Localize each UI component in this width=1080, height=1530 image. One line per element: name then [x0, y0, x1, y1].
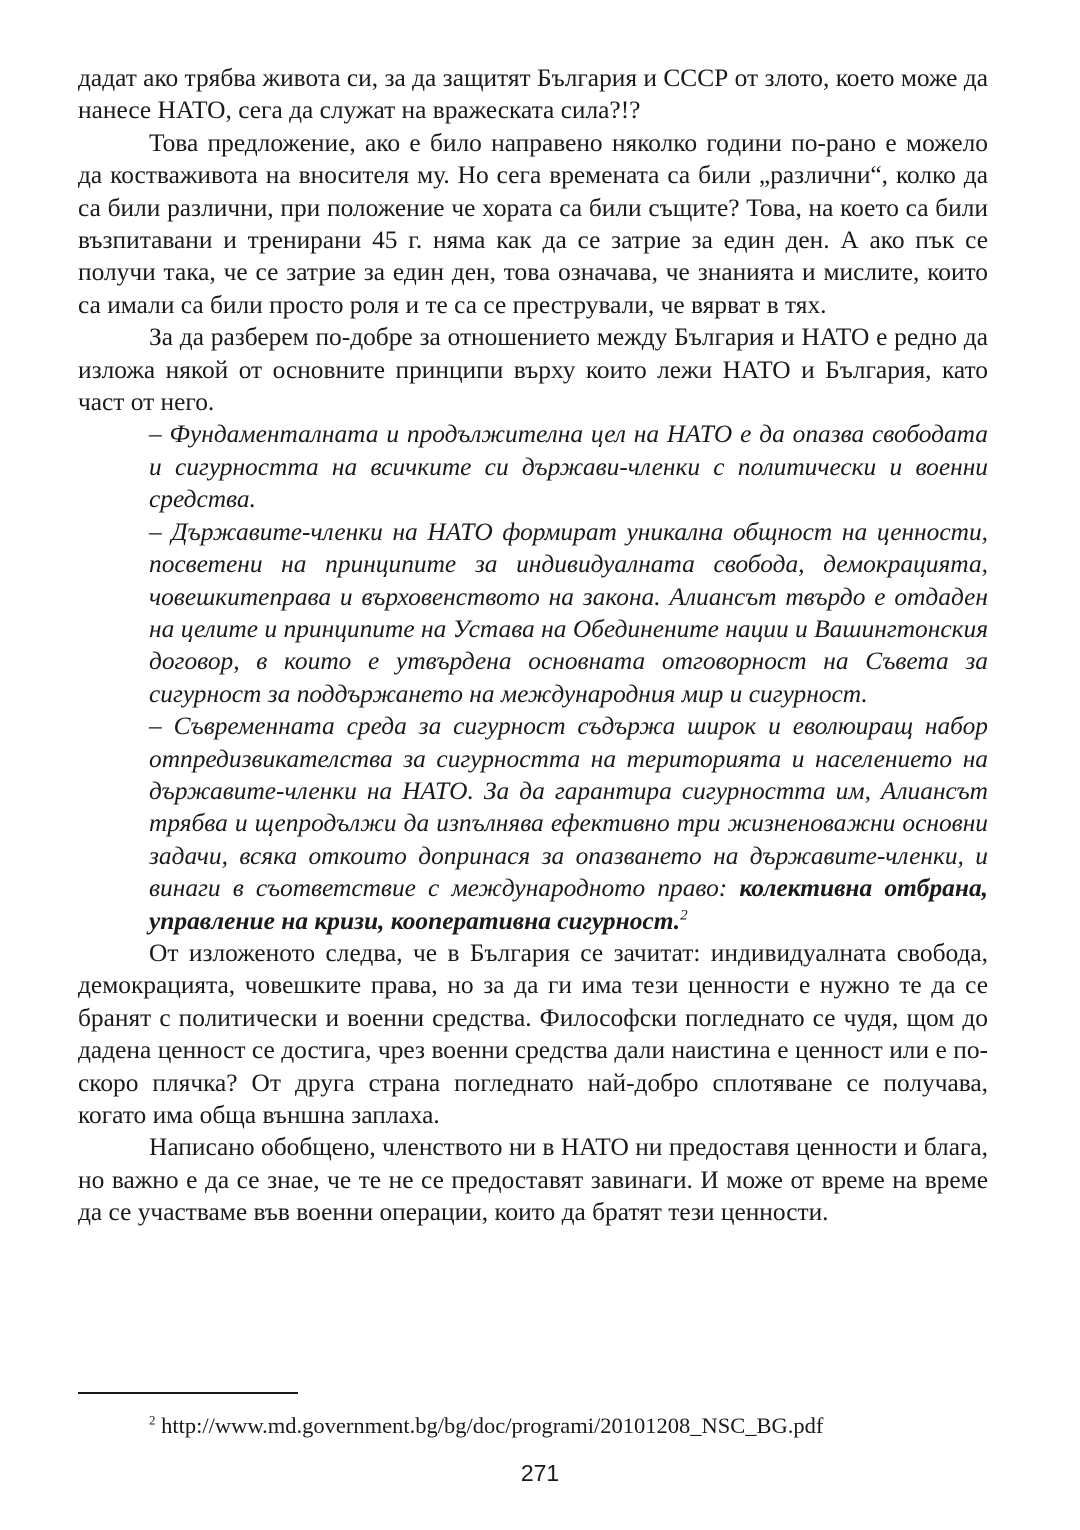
paragraph-conclusion: От изложеното следва, че в България се зачитат: индивидуалната свобода, демокрацията, човешките права, но за да ги има тези ценности е нужно те да се бранят с политически и военни средства. Философски погледнато се чудя, щом до дадена ценност се достига, чрез военни средства дали наистина е ценност или е по-скоро плячка? От друга страна погледнато най-добро сплотяване се получава, когато има обща външна заплаха. — [78, 938, 988, 1129]
quote-security-text: – Съвременната среда за сигурност съдържа широк и еволюиращ набор отпредизвикателства за сигурността на територията и населението на държавите-членки на НАТО. За да гарантира сигурността им, Алиансът трябва и щепродължи да изпълнява ефективно три жизненоважни основни задачи, всяка откоито допринася за опазването на държавите-членки, и винаги в съответствие с международното право: — [149, 712, 988, 903]
footnote-number: 2 — [149, 1412, 156, 1428]
footnote-separator — [78, 1392, 298, 1394]
paragraph-nato-intro: За да разберем по-добре за отношението между България и НАТО е редно да изложа някой от основните принципи върху които лежи НАТО и България, като част от него. — [78, 323, 988, 417]
paragraph-proposal: Това предложение, ако е било направено няколко години по-рано е можело да костваживота на вносителя му. Но сега времената са били „различни“, колко да са били различни, при положение че хората са били същите? Това, на което са били възпитавани и тренирани 45 г. няма как да се затрие за един ден. А ако пък се получи така, че се затрие за един ден, това означава, че знанията и мислите, които са имали са били просто роля и те са се престрували, че вярват в тях. — [78, 128, 988, 319]
quote-core-tasks: колективна отбрана, управление на кризи, кооперативна сигурност. — [149, 874, 988, 935]
page-body — [78, 62, 988, 1229]
footnote-link[interactable]: http://www.md.government.bg/bg/doc/programi/20101208_NSC_BG.pdf — [155, 1413, 824, 1438]
page-number: 271 — [520, 1460, 560, 1486]
quote-fundamental-goal: – Фундаменталната и продължителна цел на НАТО е да опазва свободата и сигурността на всичките си държави-членки с политически и военни средства. — [149, 420, 988, 514]
quote-security-environment — [149, 710, 988, 937]
footnote — [149, 1412, 1009, 1440]
paragraph-summary: Написано обобщено, членството ни в НАТО ни предоставя ценности и блага, но важно е да се знае, че те не се предоставят завинаги. И може от време на време да се участваме във военни операции, които да братят тези ценности. — [78, 1133, 988, 1227]
quote-community-values: – Държавите-членки на НАТО формират уникална общност на ценности, посветени на принципите за индивидуалната свобода, демокрацията, човешкитеправа и върховенството на закона. Алиансът твърдо е отдаден на целите и принципите на Устава на Обединените нации и Вашингтонския договор, в които е утвърдена основната отговорност на Съвета за сигурност за поддържането на международния мир и сигурност. — [149, 517, 988, 708]
footnote-reference[interactable]: 2 — [680, 907, 688, 924]
paragraph-continuation: дадат ако трябва живота си, за да защитят България и СССР от злото, което може да нанесе НАТО, сега да служат на вражеската сила?!? — [78, 64, 988, 125]
